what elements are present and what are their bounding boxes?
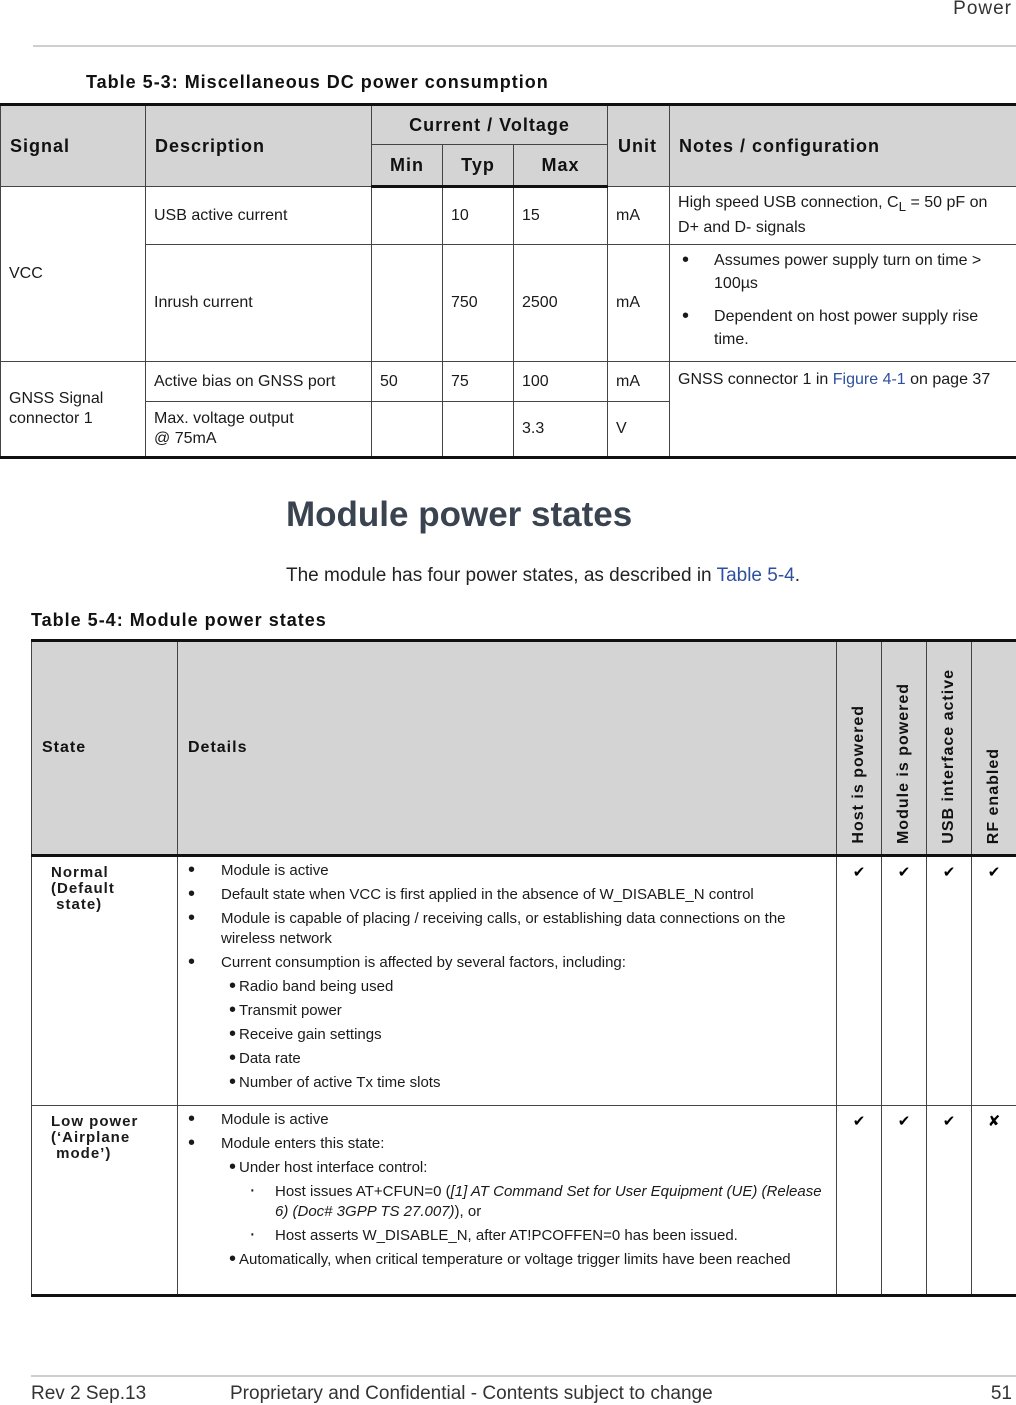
notes-subscript: L [898, 199, 907, 215]
list-item: • Receive gain settings [186, 1025, 828, 1045]
unit-cell: mA [608, 187, 670, 245]
list-item: • Transmit power [186, 1001, 828, 1021]
table-row [32, 1106, 1016, 1296]
list-item: • Module enters this state: [186, 1134, 828, 1154]
description-cell: USB active current [146, 187, 372, 245]
min-cell [372, 402, 443, 458]
header-divider [33, 45, 1016, 47]
cfun-text: ), or [454, 1203, 482, 1220]
notes-text: GNSS connector 1 in [678, 371, 833, 388]
header-label: USB interface active [940, 669, 957, 844]
signal-vcc: VCC [1, 187, 146, 362]
min-cell: 50 [372, 362, 443, 402]
revision-label: Rev 2 Sep.13 [31, 1383, 147, 1404]
header-typ: Typ [443, 145, 514, 187]
state-low-power [32, 1106, 178, 1296]
unit-cell: V [608, 402, 670, 458]
header-usb-active [927, 641, 972, 856]
description-cell: Active bias on GNSS port [146, 362, 372, 402]
description-cell [146, 402, 372, 458]
table-row [1, 245, 1016, 362]
notes-text: = 50 pF on D+ and D- signals [678, 194, 988, 236]
state-line: (‘Airplane [51, 1129, 131, 1146]
header-notes: Notes / configuration [670, 105, 1016, 187]
check-icon: ✔ [927, 1106, 972, 1296]
header-max: Max [514, 145, 608, 187]
header-label: Host is powered [850, 705, 867, 844]
figure-4-1-link[interactable]: Figure 4-1 [832, 371, 906, 388]
list-item: • Dependent on host power supply rise time. [678, 305, 1008, 351]
header-min: Min [372, 145, 443, 187]
notes-cell [670, 245, 1016, 362]
details-low-power [178, 1106, 837, 1296]
table-row [1, 362, 1016, 402]
table-row [1, 187, 1016, 245]
section-title: Module power states [286, 495, 633, 534]
confidential-notice: Proprietary and Confidential - Contents subject to change [230, 1383, 713, 1404]
details-normal [178, 856, 837, 1106]
typ-cell [443, 402, 514, 458]
description-cell: Inrush current [146, 245, 372, 362]
list-item: · Host asserts W_DISABLE_N, after AT!PCOFFEN=0 has been issued. [186, 1226, 828, 1246]
max-cell: 15 [514, 187, 608, 245]
max-cell: 3.3 [514, 402, 608, 458]
state-normal [32, 856, 178, 1106]
footer-divider [31, 1375, 1016, 1377]
min-cell [372, 245, 443, 362]
header-rf-enabled [972, 641, 1016, 856]
check-icon: ✔ [927, 856, 972, 1106]
state-line: mode’) [51, 1145, 112, 1162]
list-item: • Radio band being used [186, 977, 828, 997]
list-item: • Default state when VCC is first applied in the absence of W_DISABLE_N control [186, 885, 828, 905]
list-item: • Number of active Tx time slots [186, 1073, 828, 1093]
list-item: • Automatically, when critical temperature or voltage trigger limits have been reached [186, 1250, 828, 1270]
notes-cell [670, 362, 1016, 458]
check-icon: ✔ [837, 856, 882, 1106]
header-current-voltage: Current / Voltage [372, 105, 608, 145]
unit-cell: mA [608, 362, 670, 402]
description-line: @ 75mA [154, 430, 217, 447]
unit-cell: mA [608, 245, 670, 362]
state-line: (Default [51, 880, 115, 897]
typ-cell: 10 [443, 187, 514, 245]
min-cell [372, 187, 443, 245]
list-item: • Assumes power supply turn on time > 100µs [678, 249, 1008, 295]
details-list [186, 861, 828, 1093]
cfun-text: Host issues AT+CFUN=0 ( [275, 1183, 451, 1200]
header-description: Description [146, 105, 372, 187]
intro-text: . [794, 565, 801, 586]
typ-cell: 75 [443, 362, 514, 402]
header-state: State [32, 641, 178, 856]
notes-cell [670, 187, 1016, 245]
max-cell: 2500 [514, 245, 608, 362]
list-item: • Module is capable of placing / receiving calls, or establishing data connections on the wireless network [186, 909, 828, 949]
cross-icon: ✘ [972, 1106, 1016, 1296]
dc-power-consumption-table [0, 103, 1016, 459]
table-row [32, 856, 1016, 1106]
header-module-powered [882, 641, 927, 856]
notes-text: on page 37 [905, 371, 991, 388]
intro-text: The module has four power states, as described in [286, 565, 717, 586]
list-item [186, 1182, 828, 1222]
typ-cell: 750 [443, 245, 514, 362]
header-host-powered [837, 641, 882, 856]
table-5-4-link[interactable]: Table 5-4 [716, 565, 795, 586]
list-item: • Data rate [186, 1049, 828, 1069]
state-line: Low power [51, 1113, 139, 1130]
header-signal: Signal [1, 105, 146, 187]
header-details: Details [178, 641, 837, 856]
header-label: RF enabled [985, 747, 1002, 844]
table-5-3-caption: Table 5-3: Miscellaneous DC power consumption [86, 72, 549, 92]
signal-gnss: GNSS Signal connector 1 [1, 362, 146, 458]
max-cell: 100 [514, 362, 608, 402]
running-header: Power [953, 0, 1012, 19]
table-5-4-caption: Table 5-4: Module power states [31, 610, 327, 630]
reference-citation: [1] AT Command Set for User Equipment (UE) (Release 6) (Doc# 3GPP TS 27.007) [275, 1183, 822, 1220]
list-item: • Current consumption is affected by several factors, including: [186, 953, 828, 973]
state-line: Normal [51, 864, 109, 881]
notes-list [678, 249, 1008, 351]
list-item: • Module is active [186, 1110, 828, 1130]
page-number: 51 [990, 1383, 1012, 1404]
intro-paragraph [286, 565, 800, 587]
list-item: • Under host interface control: [186, 1158, 828, 1178]
list-item: • Module is active [186, 861, 828, 881]
state-line: state) [51, 896, 103, 913]
header-unit: Unit [608, 105, 670, 187]
check-icon: ✔ [972, 856, 1016, 1106]
check-icon: ✔ [882, 856, 927, 1106]
details-list [186, 1110, 828, 1270]
check-icon: ✔ [882, 1106, 927, 1296]
notes-text: High speed USB connection, C [678, 194, 899, 212]
description-line: Max. voltage output [154, 410, 294, 427]
check-icon: ✔ [837, 1106, 882, 1296]
module-power-states-table [31, 639, 1016, 1297]
header-label: Module is powered [895, 682, 912, 844]
